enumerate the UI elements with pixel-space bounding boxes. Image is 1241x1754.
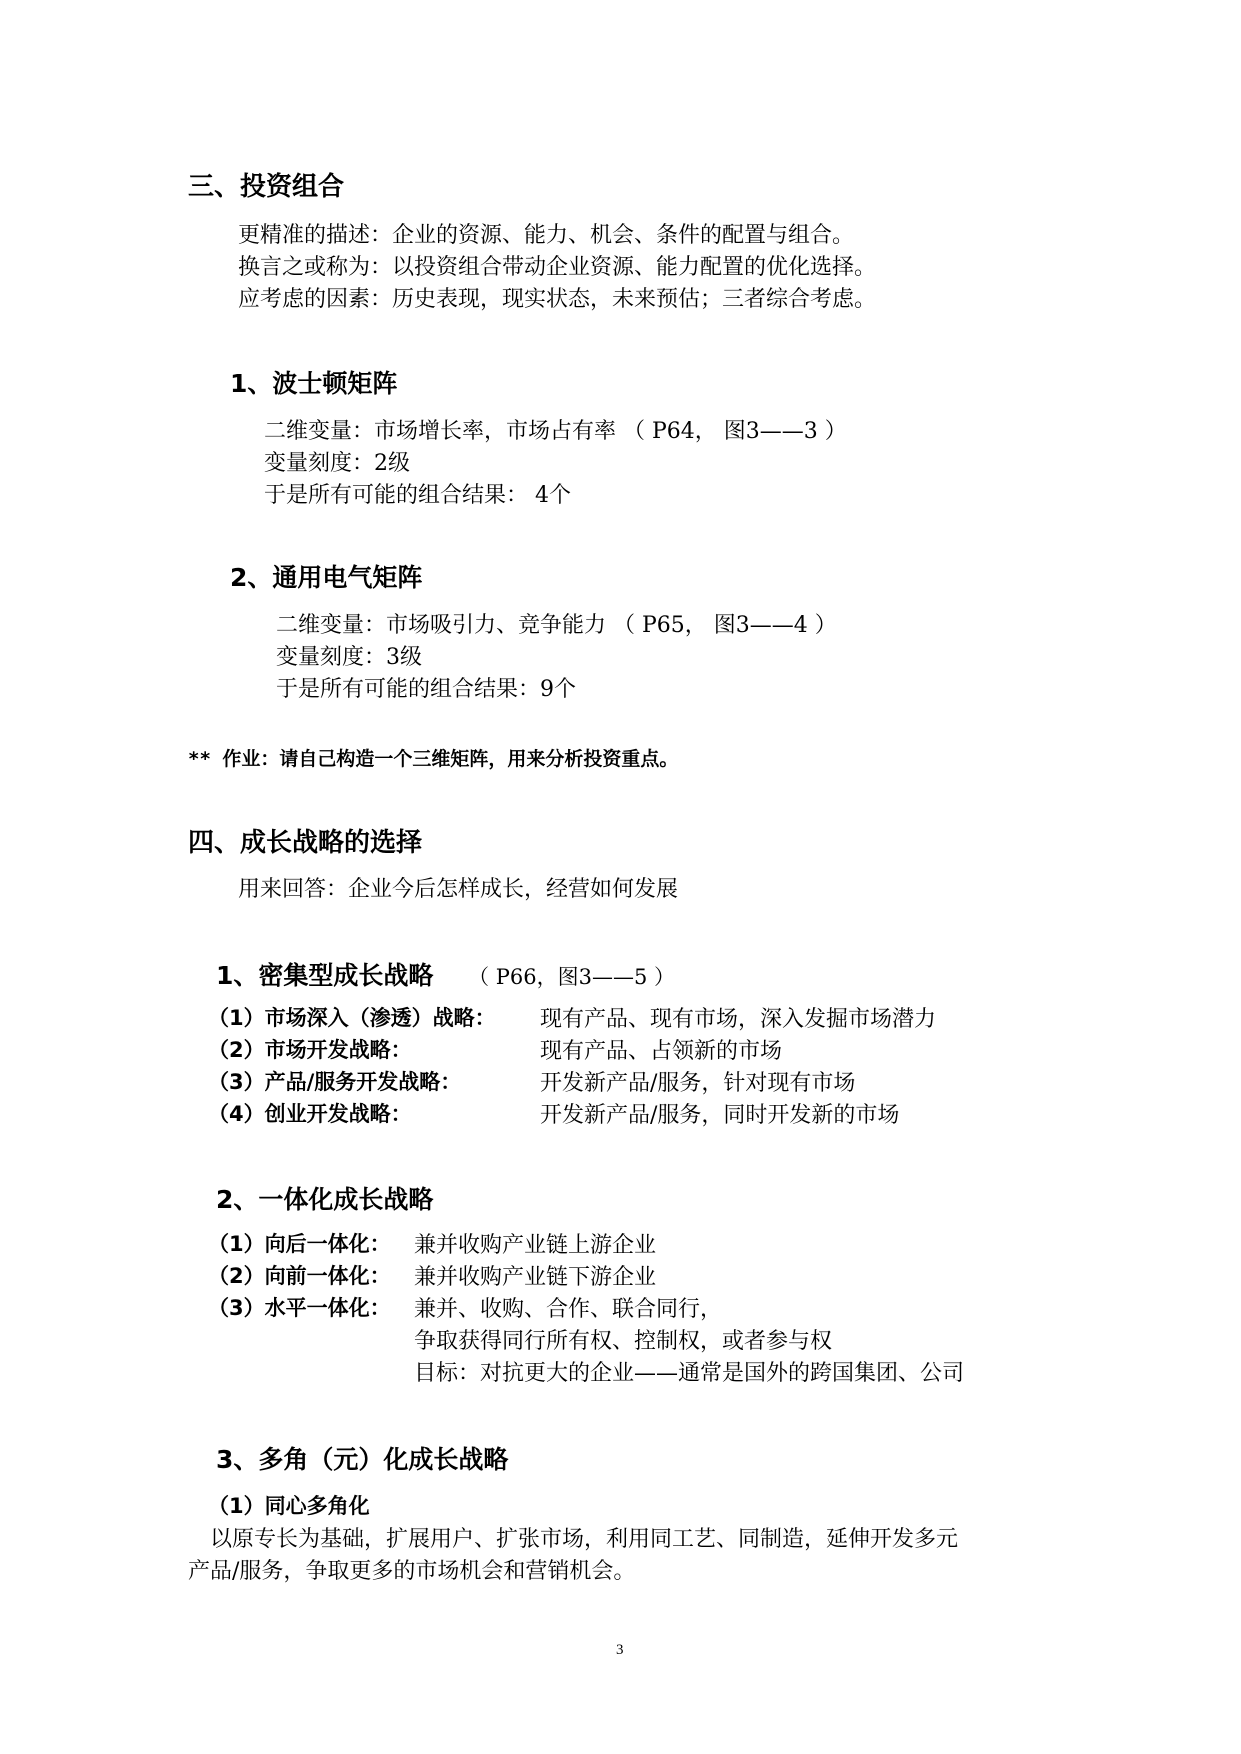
- ge-line-2: 变量刻度：3级: [276, 645, 422, 670]
- diversify-title: 3、多角（元）化成长战略: [216, 1445, 509, 1474]
- integration-item-3: [208, 1292, 391, 1322]
- bcg-line-3: 于是所有可能的组合结果： 4个: [264, 483, 571, 508]
- bcg-line-1: 二维变量：市场增长率，市场占有率 （ P64， 图3——3 ）: [264, 419, 847, 444]
- bcg-line-2: 变量刻度：2级: [264, 451, 410, 476]
- integration-item-1: [208, 1228, 391, 1258]
- section-4-title: 四、成长战略的选择: [188, 828, 423, 858]
- intensive-item-1: [208, 1002, 496, 1032]
- intensive-item-text: 现有产品、占领新的市场: [540, 1039, 783, 1064]
- integration-item-text: 兼并收购产业链下游企业: [414, 1265, 657, 1290]
- homework-note: ** 作业：请自己构造一个三维矩阵，用来分析投资重点。: [188, 748, 679, 770]
- diversify-line-2: 产品/服务，争取更多的市场机会和营销机会。: [188, 1559, 636, 1584]
- intensive-title-text: 1、密集型成长战略: [216, 961, 434, 990]
- page-number: 3: [616, 1642, 624, 1658]
- section-3-title: 三、投资组合: [188, 172, 345, 202]
- intensive-item-3: [208, 1066, 461, 1096]
- intensive-title: [216, 956, 675, 992]
- sec3-line-2: 换言之或称为：以投资组合带动企业资源、能力配置的优化选择。: [238, 255, 877, 280]
- integration-title: 2、一体化成长战略: [216, 1185, 434, 1214]
- diversify-sub: （1）同心多角化: [208, 1494, 370, 1518]
- ge-line-1: 二维变量：市场吸引力、竞争能力 （ P65， 图3——4 ）: [276, 613, 837, 638]
- sec3-line-1: 更精准的描述：企业的资源、能力、机会、条件的配置与组合。: [238, 223, 855, 248]
- intensive-item-label: （1）市场深入（渗透）战略：: [208, 1006, 496, 1030]
- intensive-item-label: （3）产品/服务开发战略：: [208, 1070, 462, 1094]
- sec4-intro: 用来回答：企业今后怎样成长，经营如何发展: [238, 877, 679, 902]
- bcg-title: 1、波士顿矩阵: [230, 369, 398, 398]
- intensive-item-label: （2）市场开发战略：: [208, 1038, 412, 1062]
- intensive-item-text: 现有产品、现有市场，深入发掘市场潜力: [540, 1007, 937, 1032]
- integration-item-label: （3）水平一体化：: [208, 1296, 391, 1320]
- integration-item-2: [208, 1260, 391, 1290]
- intensive-item-2: [208, 1034, 412, 1064]
- intensive-item-4: [208, 1098, 412, 1128]
- integration-item-label: （1）向后一体化：: [208, 1232, 391, 1256]
- ge-title: 2、通用电气矩阵: [230, 563, 423, 592]
- intensive-item-text: 开发新产品/服务，同时开发新的市场: [540, 1103, 900, 1128]
- integration-cont-1: 争取获得同行所有权、控制权，或者参与权: [414, 1329, 833, 1354]
- intensive-ref: （ P66，图3——5 ）: [468, 965, 676, 989]
- diversify-line-1: 以原专长为基础，扩展用户、扩张市场，利用同工艺、同制造，延伸开发多元: [210, 1527, 959, 1552]
- integration-cont-2: 目标：对抗更大的企业——通常是国外的跨国集团、公司: [414, 1361, 965, 1386]
- integration-item-text: 兼并、收购、合作、联合同行，: [414, 1297, 723, 1322]
- ge-line-3: 于是所有可能的组合结果：9个: [276, 677, 576, 702]
- intensive-item-label: （4）创业开发战略：: [208, 1102, 412, 1126]
- integration-item-text: 兼并收购产业链上游企业: [414, 1233, 657, 1258]
- integration-item-label: （2）向前一体化：: [208, 1264, 391, 1288]
- sec3-line-3: 应考虑的因素：历史表现，现实状态，未来预估；三者综合考虑。: [238, 287, 877, 312]
- intensive-item-text: 开发新产品/服务，针对现有市场: [540, 1071, 856, 1096]
